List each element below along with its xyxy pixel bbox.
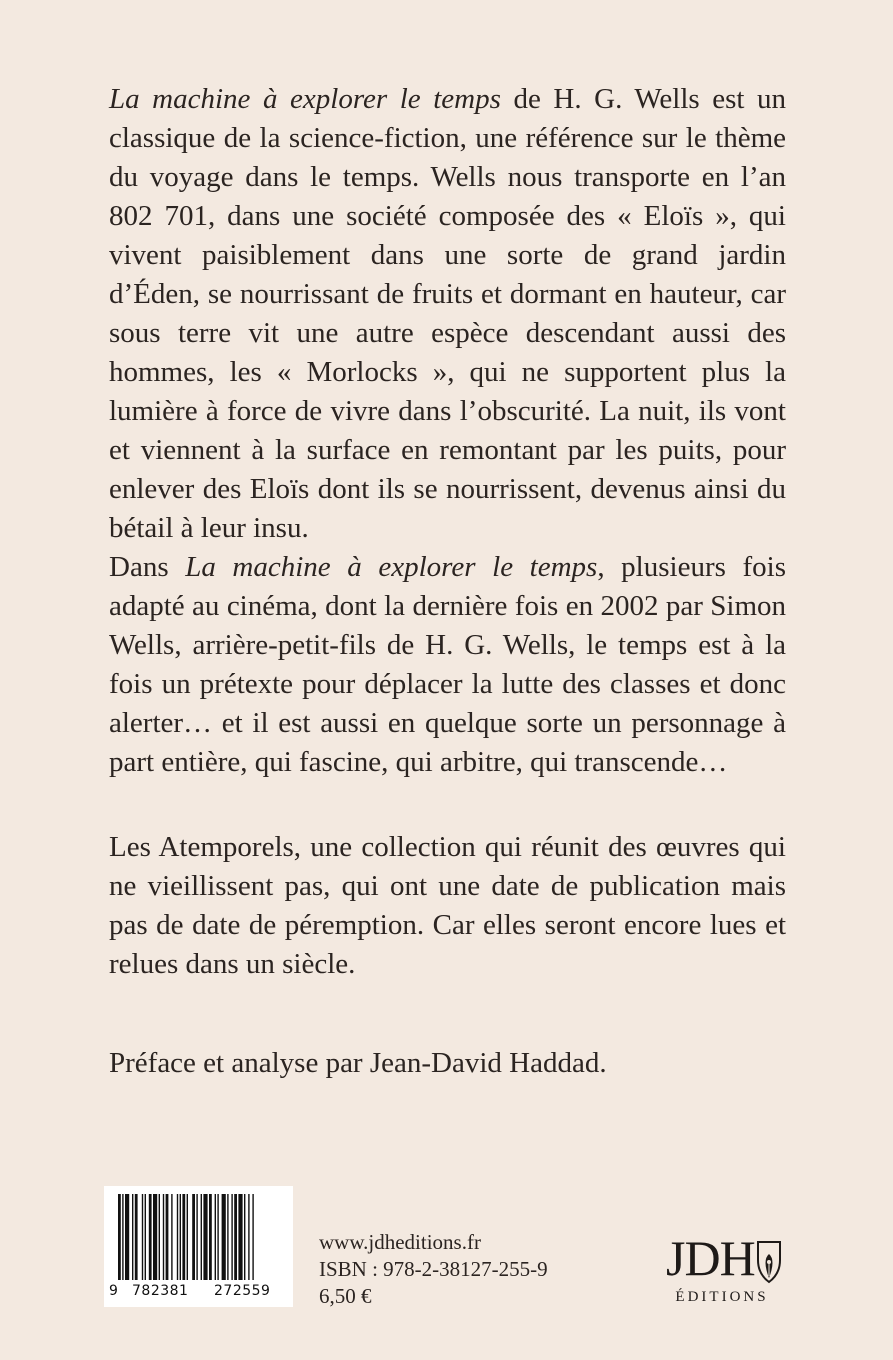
synopsis-paragraph-2: [109, 548, 786, 782]
publisher-logo: [662, 1228, 792, 1308]
synopsis-paragraph-1-body: de H. G. Wells est un classique de la science-fiction, une référence sur le thème du voyage dans le temps. Wells nous transporte en l’an 802 701, dans une société composée des « Eloïs », qui vivent paisiblement dans une sorte de grand jardin d’Éden, se nourrissant de fruits et dormant en hauteur, car sous terre vit une autre espèce descendant aussi des hommes, les « Morlocks », qui ne supportent plus la lumière à force de vivre dans l’obscurité. La nuit, ils vont et viennent à la surface en remontant par les puits, pour enlever des Eloïs dont ils se nourrissent, devenus ainsi du bétail à leur insu.: [109, 83, 786, 544]
logo-subtext: ÉDITIONS: [675, 1289, 769, 1305]
barcode-digits-right: 272559: [214, 1283, 271, 1299]
synopsis-paragraph-1: [109, 80, 786, 548]
synopsis-paragraph-2-start: Dans: [109, 551, 186, 583]
price: 6,50 €: [319, 1284, 372, 1308]
publisher-info: [319, 1229, 548, 1310]
synopsis-paragraph-2-body: , plusieurs fois adapté au cinéma, dont la dernière fois en 2002 par Simon Wells, arrière-petit-fils de H. G. Wells, le temps est à la fois un prétexte pour déplacer la lutte des classes et donc alerter… et il est aussi en quelque sorte un personnage à part entière, qui fascine, qui arbitre, qui transcende…: [109, 551, 786, 778]
book-title: La machine à explorer le temps: [185, 551, 598, 583]
logo-wordmark: JDH: [666, 1230, 755, 1286]
synopsis-text: [109, 80, 786, 782]
book-title: La machine à explorer le temps: [109, 83, 501, 115]
collection-paragraph: Les Atemporels, une collection qui réunit des œuvres qui ne vieillissent pas, qui ont une date de publication mais pas de date de péremption. Car elles seront encore lues et relues dans un siècle.: [109, 831, 786, 980]
barcode-digits-left: 782381: [132, 1283, 189, 1299]
barcode-digit-lead: 9: [109, 1283, 119, 1299]
isbn-barcode: [104, 1186, 293, 1307]
publisher-website: www.jdheditions.fr: [319, 1230, 481, 1254]
pen-nib-icon: [754, 1240, 784, 1284]
credits: [109, 1044, 786, 1083]
collection-description: [109, 828, 786, 984]
isbn-number: ISBN : 978-2-38127-255-9: [319, 1257, 548, 1281]
preface-credit: Préface et analyse par Jean-David Haddad.: [109, 1047, 607, 1079]
